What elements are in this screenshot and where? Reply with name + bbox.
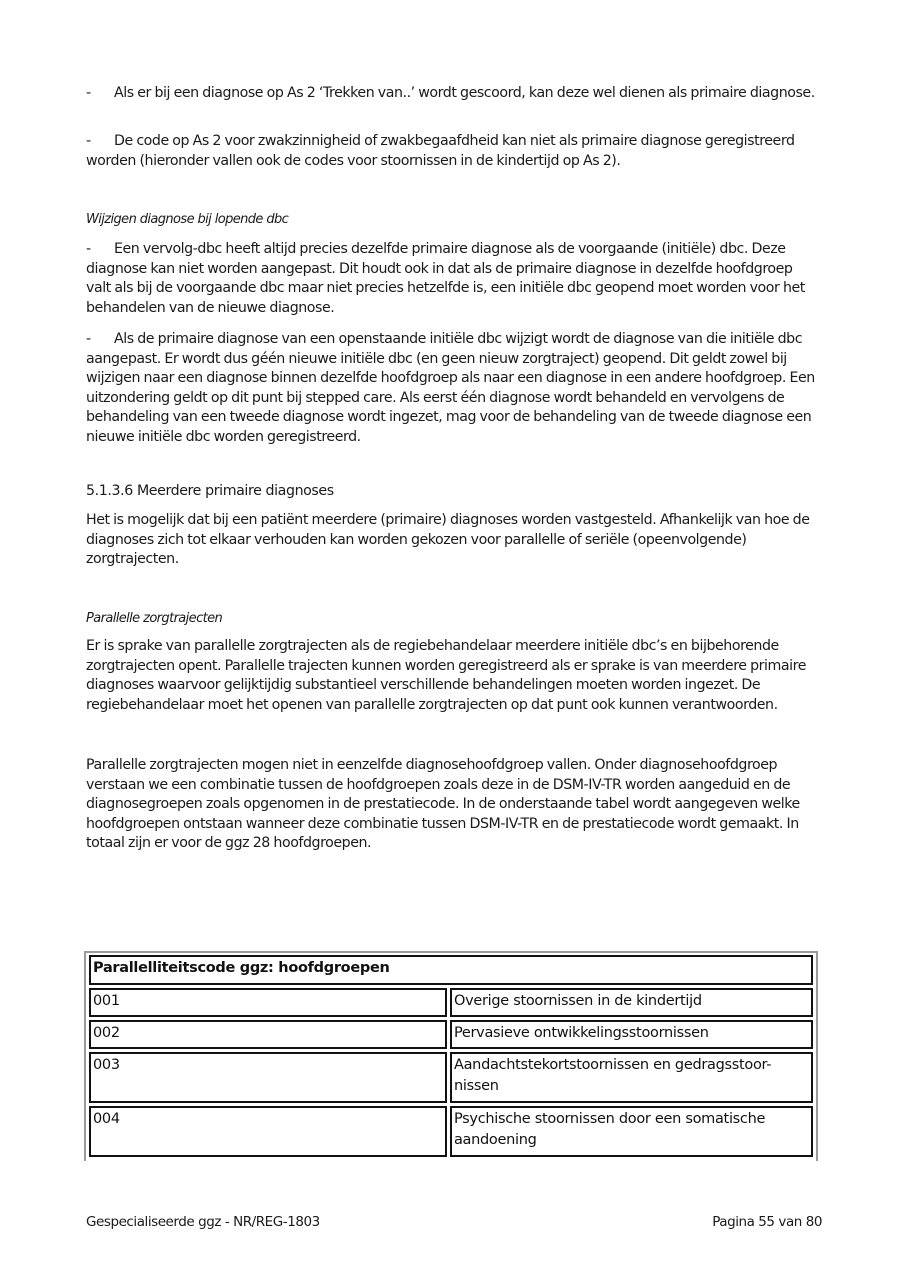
bullet-dash: - [86, 133, 91, 149]
table-row [89, 988, 813, 1017]
table-cell-description: Aandachtstekortstoornissen en gedragsstoor-nissen [450, 1052, 813, 1103]
table-cell-code: 004 [89, 1106, 447, 1157]
table-cell-code: 001 [89, 988, 447, 1017]
bullet-text: Als er bij een diagnose op As 2 ‘Trekken van..’ wordt gescoord, kan deze wel dienen als primaire diagnose. [114, 85, 815, 101]
subheading-parallelle-zorgtrajecten: Parallelle zorgtrajecten [86, 611, 223, 626]
table-row [89, 1020, 813, 1049]
table-cell-description: Pervasieve ontwikkelingsstoornissen [450, 1020, 813, 1049]
table-cell-code: 002 [89, 1020, 447, 1049]
footer-page-number: Pagina 55 van 80 [712, 1214, 822, 1230]
bullet-item [86, 240, 818, 318]
bullet-dash: - [86, 331, 91, 347]
subheading-wijzigen-diagnose: Wijzigen diagnose bij lopende dbc [86, 212, 289, 227]
bullet-item [86, 132, 818, 171]
table-cell-description: Psychische stoornissen door een somatische aandoening [450, 1106, 813, 1157]
parallelliteitscode-table [86, 952, 816, 1160]
bullet-item [86, 330, 818, 448]
paragraph-meerdere-diagnoses: Het is mogelijk dat bij een patiënt meerdere (primaire) diagnoses worden vastgesteld. Afhankelijk van hoe de diagnoses zich tot elkaar verhouden kan worden gekozen voor parallelle of seriële (opeenvolgende) zorgtrajecten. [86, 512, 810, 568]
bullet-item [86, 84, 818, 104]
paragraph-parallelle-1: Er is sprake van parallelle zorgtrajecten als de regiebehandelaar meerdere initiële dbc’s en bijbehorende zorgtrajecten opent. Parallelle trajecten kunnen worden geregistreerd als er sprake is van meerdere primaire diagnoses waarvoor gelijktijdig substantieel verschillende behandelingen moeten worden ingezet. De regiebehandelaar moet het openen van parallelle zorgtrajecten op dat punt ook kunnen verantwoorden. [86, 638, 806, 713]
table-row [89, 1106, 813, 1157]
table-row [89, 1052, 813, 1103]
section-heading-meerdere-diagnoses: 5.1.3.6 Meerdere primaire diagnoses [86, 483, 334, 499]
parallelliteitscode-table-frame [84, 951, 818, 1161]
table-cell-code: 003 [89, 1052, 447, 1103]
table-cell-description: Overige stoornissen in de kindertijd [450, 988, 813, 1017]
footer-document-id: Gespecialiseerde ggz - NR/REG-1803 [86, 1214, 320, 1230]
bullet-text: Als de primaire diagnose van een openstaande initiële dbc wijzigt wordt de diagnose van die initiële dbc aangepast. Er wordt dus géén nieuwe initiële dbc (en geen nieuw zorgtraject) geopend. Dit geldt zowel bij wijzigen naar een diagnose binnen dezelfde hoofdgroep als naar een diagnose in een andere hoofdgroep. Een uitzondering geldt op dit punt bij stepped care. Als eerst één diagnose wordt behandeld en vervolgens de behandeling van een tweede diagnose wordt ingezet, mag voor de behandeling van de tweede diagnose een nieuwe initiële dbc worden geregistreerd. [86, 331, 815, 445]
bullet-dash: - [86, 241, 91, 257]
table-title: Parallelliteitscode ggz: hoofdgroepen [89, 955, 813, 985]
bullet-dash: - [86, 85, 91, 101]
bullet-text: Een vervolg-dbc heeft altijd precies dezelfde primaire diagnose als de voorgaande (initiële) dbc. Deze diagnose kan niet worden aangepast. Dit houdt ook in dat als de primaire diagnose in dezelfde hoofdgroep valt als bij de voorgaande dbc maar niet precies hetzelfde is, een initiële dbc geopend moet worden voor het behandelen van de nieuwe diagnose. [86, 241, 805, 316]
paragraph-parallelle-2: Parallelle zorgtrajecten mogen niet in eenzelfde diagnosehoofdgroep vallen. Onder diagnosehoofdgroep verstaan we een combinatie tussen de hoofdgroepen zoals deze in de DSM-IV-TR worden aangeduid en de diagnosegroepen zoals opgenomen in de prestatiecode. In de onderstaande tabel wordt aangegeven welke hoofdgroepen ontstaan wanneer deze combinatie tussen DSM-IV-TR en de prestatiecode wordt gemaakt. In totaal zijn er voor de ggz 28 hoofdgroepen. [86, 757, 800, 852]
bullet-text: De code op As 2 voor zwakzinnigheid of zwakbegaafdheid kan niet als primaire diagnose geregistreerd worden (hieronder vallen ook de codes voor stoornissen in de kindertijd op As 2). [86, 133, 795, 169]
